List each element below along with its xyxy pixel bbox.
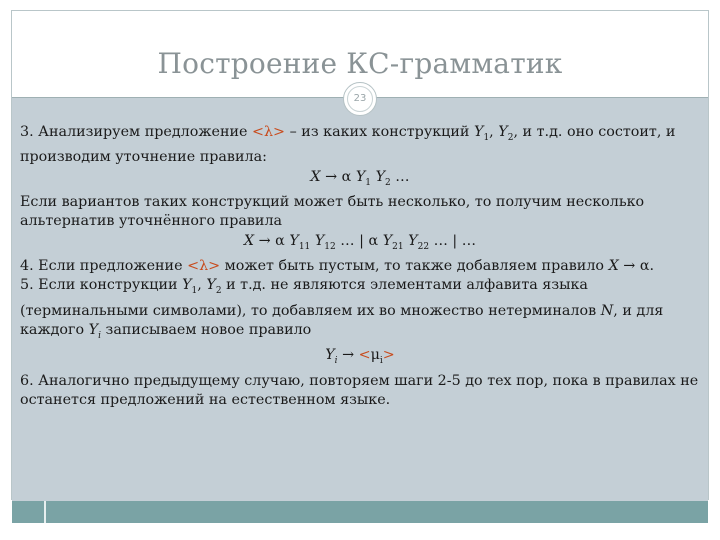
paragraph-step-6: 6. Аналогично предыдущему случаю, повторяем шаги 2-5 до тех пор, пока в правилах не останется предложений на естественном языке. [20, 372, 699, 409]
rule-2: X → α $Y_{11}$ $Y_{12}$ … | α $Y_{21}$ $Y_{22}$ … | … [243, 232, 477, 252]
slide-body [20, 123, 700, 410]
paragraph-alternatives: Если вариантов таких конструкций может быть несколько, то получим несколько альтернатив уточнённого правила [20, 193, 645, 230]
paragraph-step-3: 3. Анализируем предложение <λ> – из каких конструкций $Y_1$, $Y_2$, и т.д. оно состоит, и производим уточнение правила: [20, 124, 676, 166]
paragraph-step-5: 5. Если конструкции $Y_1$, $Y_2$ и т.д. не являются элементами алфавита языка (терминальными символами), то добавляем их во множество нетерминалов N, и для каждого $Y_i$ записываем новое правило [20, 277, 664, 341]
lambda-token: <λ> [187, 258, 221, 275]
rule-1: X → α $Y_1$ $Y_2$ … [310, 168, 410, 188]
slide-title: Построение КС-грамматик [157, 47, 563, 80]
paragraph-step-4: 4. Если предложение <λ> может быть пустым, то также добавляем правило X → α. [20, 258, 655, 275]
bar-divider [44, 501, 46, 523]
page-number: 23 [347, 86, 373, 112]
bottom-decor-bar [12, 501, 708, 523]
rule-3: $Y_i \to <\mu_i>$ [325, 347, 395, 367]
lambda-token: <λ> [252, 124, 286, 140]
page-number-badge [343, 82, 377, 116]
